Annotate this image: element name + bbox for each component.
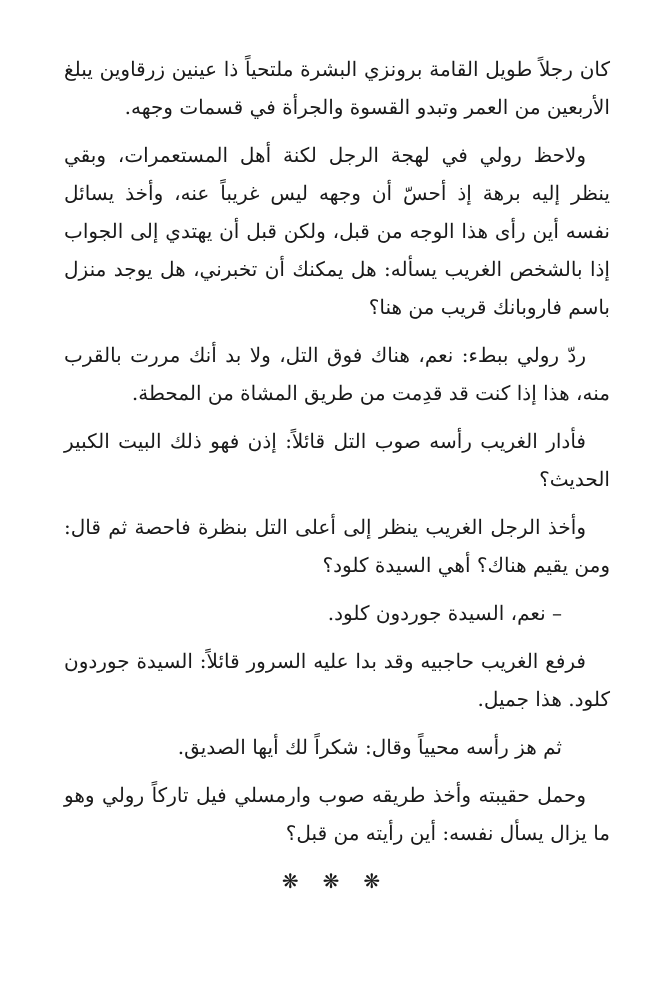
asterism-mark: ❋ xyxy=(363,869,393,893)
paragraph-description: كان رجلاً طويل القامة برونزي البشرة ملتحياً ذا عينين زرقاوين يبلغ الأربعين من العمر وتبدو القسوة والجرأة في قسمات وجهه. xyxy=(64,57,610,119)
paragraph-stranger-turns: فأدار الغريب رأسه صوب التل قائلاً: إذن فهو ذلك البيت الكبير الحديث؟ xyxy=(64,429,610,491)
book-page xyxy=(64,50,610,900)
asterism-mark: ❋ xyxy=(322,869,352,893)
asterism-mark: ❋ xyxy=(281,869,311,893)
paragraph-stranger-asks: وأخذ الرجل الغريب ينظر إلى أعلى التل بنظرة فاحصة ثم قال: ومن يقيم هناك؟ أهي السيدة كلود؟ xyxy=(64,515,610,577)
paragraph-rowley-notices: ولاحظ رولي في لهجة الرجل لكنة أهل المستعمرات، وبقي ينظر إليه برهة إذ أحسّ أن وجهه ليس غريباً عنه، وأخذ يسائل نفسه أين رأى هذا الوجه من قبل، ولكن قبل أن يهتدي إلى الجواب إذا بالشخص الغريب يسأله: هل يمكنك أن تخبرني، هل يوجد منزل باسم فاروبانك قريب من هنا؟ xyxy=(64,143,610,319)
paragraph-thanks: ثم هز رأسه محيياً وقال: شكراً لك أيها الصديق. xyxy=(177,735,562,759)
paragraph-dialogue-yes: – نعم، السيدة جوردون كلود. xyxy=(327,601,562,625)
section-separator xyxy=(64,862,610,900)
paragraph-stranger-pleased: فرفع الغريب حاجبيه وقد بدا عليه السرور قائلاً: السيدة جوردون كلود. هذا جميل. xyxy=(64,649,610,711)
paragraph-departure: وحمل حقيبته وأخذ طريقه صوب وارمسلي فيل تاركاً رولي وهو ما يزال يسأل نفسه: أين رأيته من قبل؟ xyxy=(64,783,610,845)
paragraph-rowley-reply: ردّ رولي ببطء: نعم، هناك فوق التل، ولا بد أنك مررت بالقرب منه، هذا إذا كنت قد قدِمت من طريق المشاة من المحطة. xyxy=(64,343,610,405)
